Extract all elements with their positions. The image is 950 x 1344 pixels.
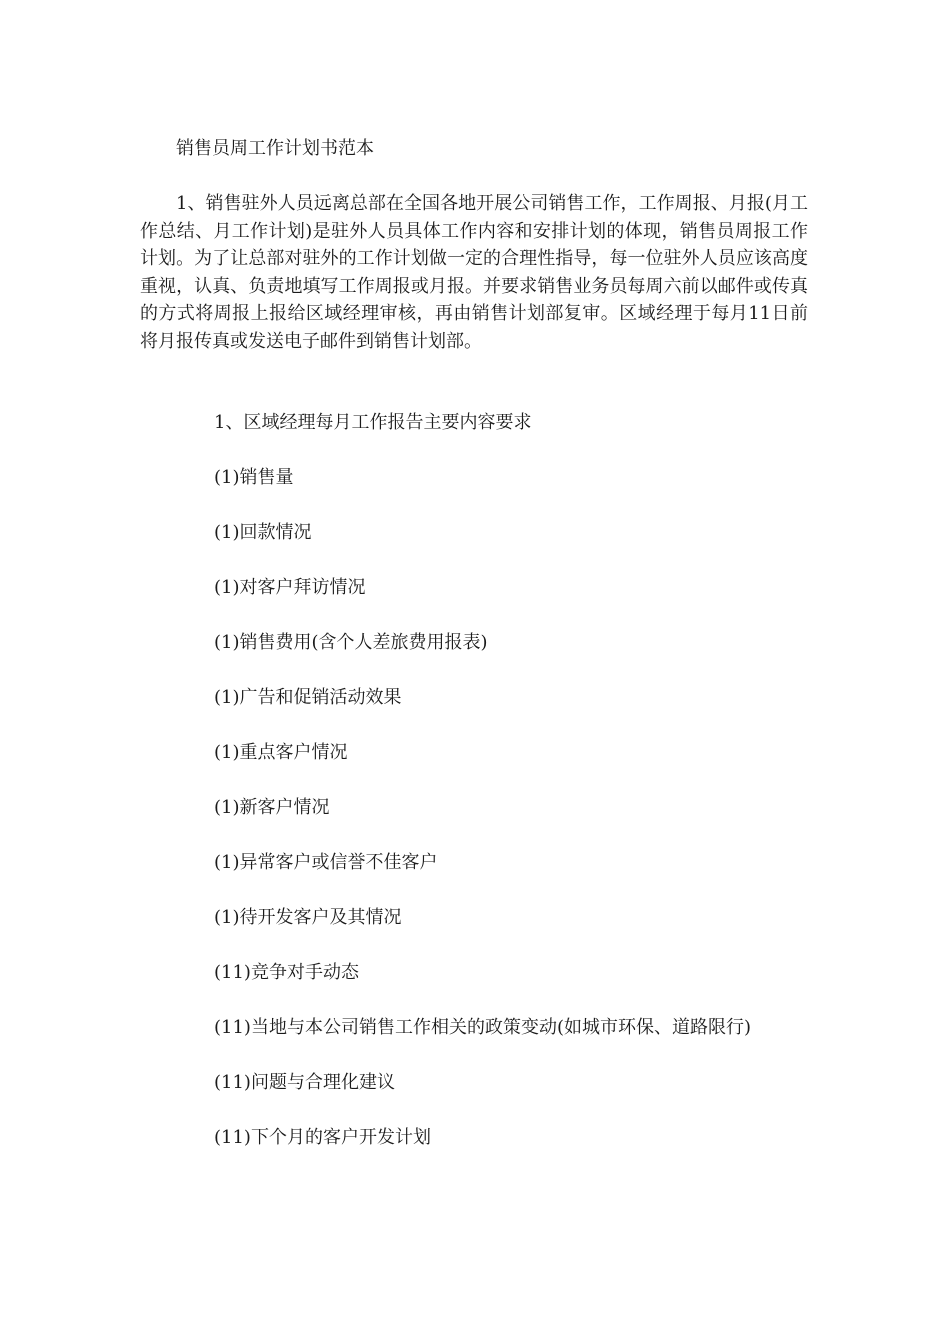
list-item: (1)新客户情况 [214, 797, 330, 818]
list-item: (11)竞争对手动态 [214, 962, 359, 983]
list-item: (1)回款情况 [214, 522, 312, 543]
list-item: (11)问题与合理化建议 [214, 1072, 395, 1093]
list-item: (1)待开发客户及其情况 [214, 907, 402, 928]
intro-paragraph: 1、销售驻外人员远离总部在全国各地开展公司销售工作，工作周报、月报(月工作总结、月工作计划)是驻外人员具体工作内容和安排计划的体现，销售员周报工作计划。为了让总部对驻外的工作计划做一定的合理性指导，每一位驻外人员应该高度重视，认真、负责地填写工作周报或月报。并要求销售业务员每周六前以邮件或传真的方式将周报上报给区域经理审核，再由销售计划部复审。区域经理于每月11日前将月报传真或发送电子邮件到销售计划部。 [140, 193, 808, 352]
document-title: 销售员周工作计划书范本 [176, 138, 374, 159]
list-item: (11)当地与本公司销售工作相关的政策变动(如城市环保、道路限行) [214, 1017, 751, 1038]
list-item: (1)对客户拜访情况 [214, 577, 366, 598]
list-item: (1)销售费用(含个人差旅费用报表) [214, 632, 488, 653]
list-item: (1)销售量 [214, 467, 294, 488]
list-item: (1)异常客户或信誉不佳客户 [214, 852, 438, 873]
list-item: (1)重点客户情况 [214, 742, 348, 763]
section-heading: 1、区域经理每月工作报告主要内容要求 [214, 412, 532, 433]
requirement-list [214, 465, 751, 1180]
list-item: (11)下个月的客户开发计划 [214, 1127, 431, 1148]
list-item: (1)广告和促销活动效果 [214, 687, 402, 708]
